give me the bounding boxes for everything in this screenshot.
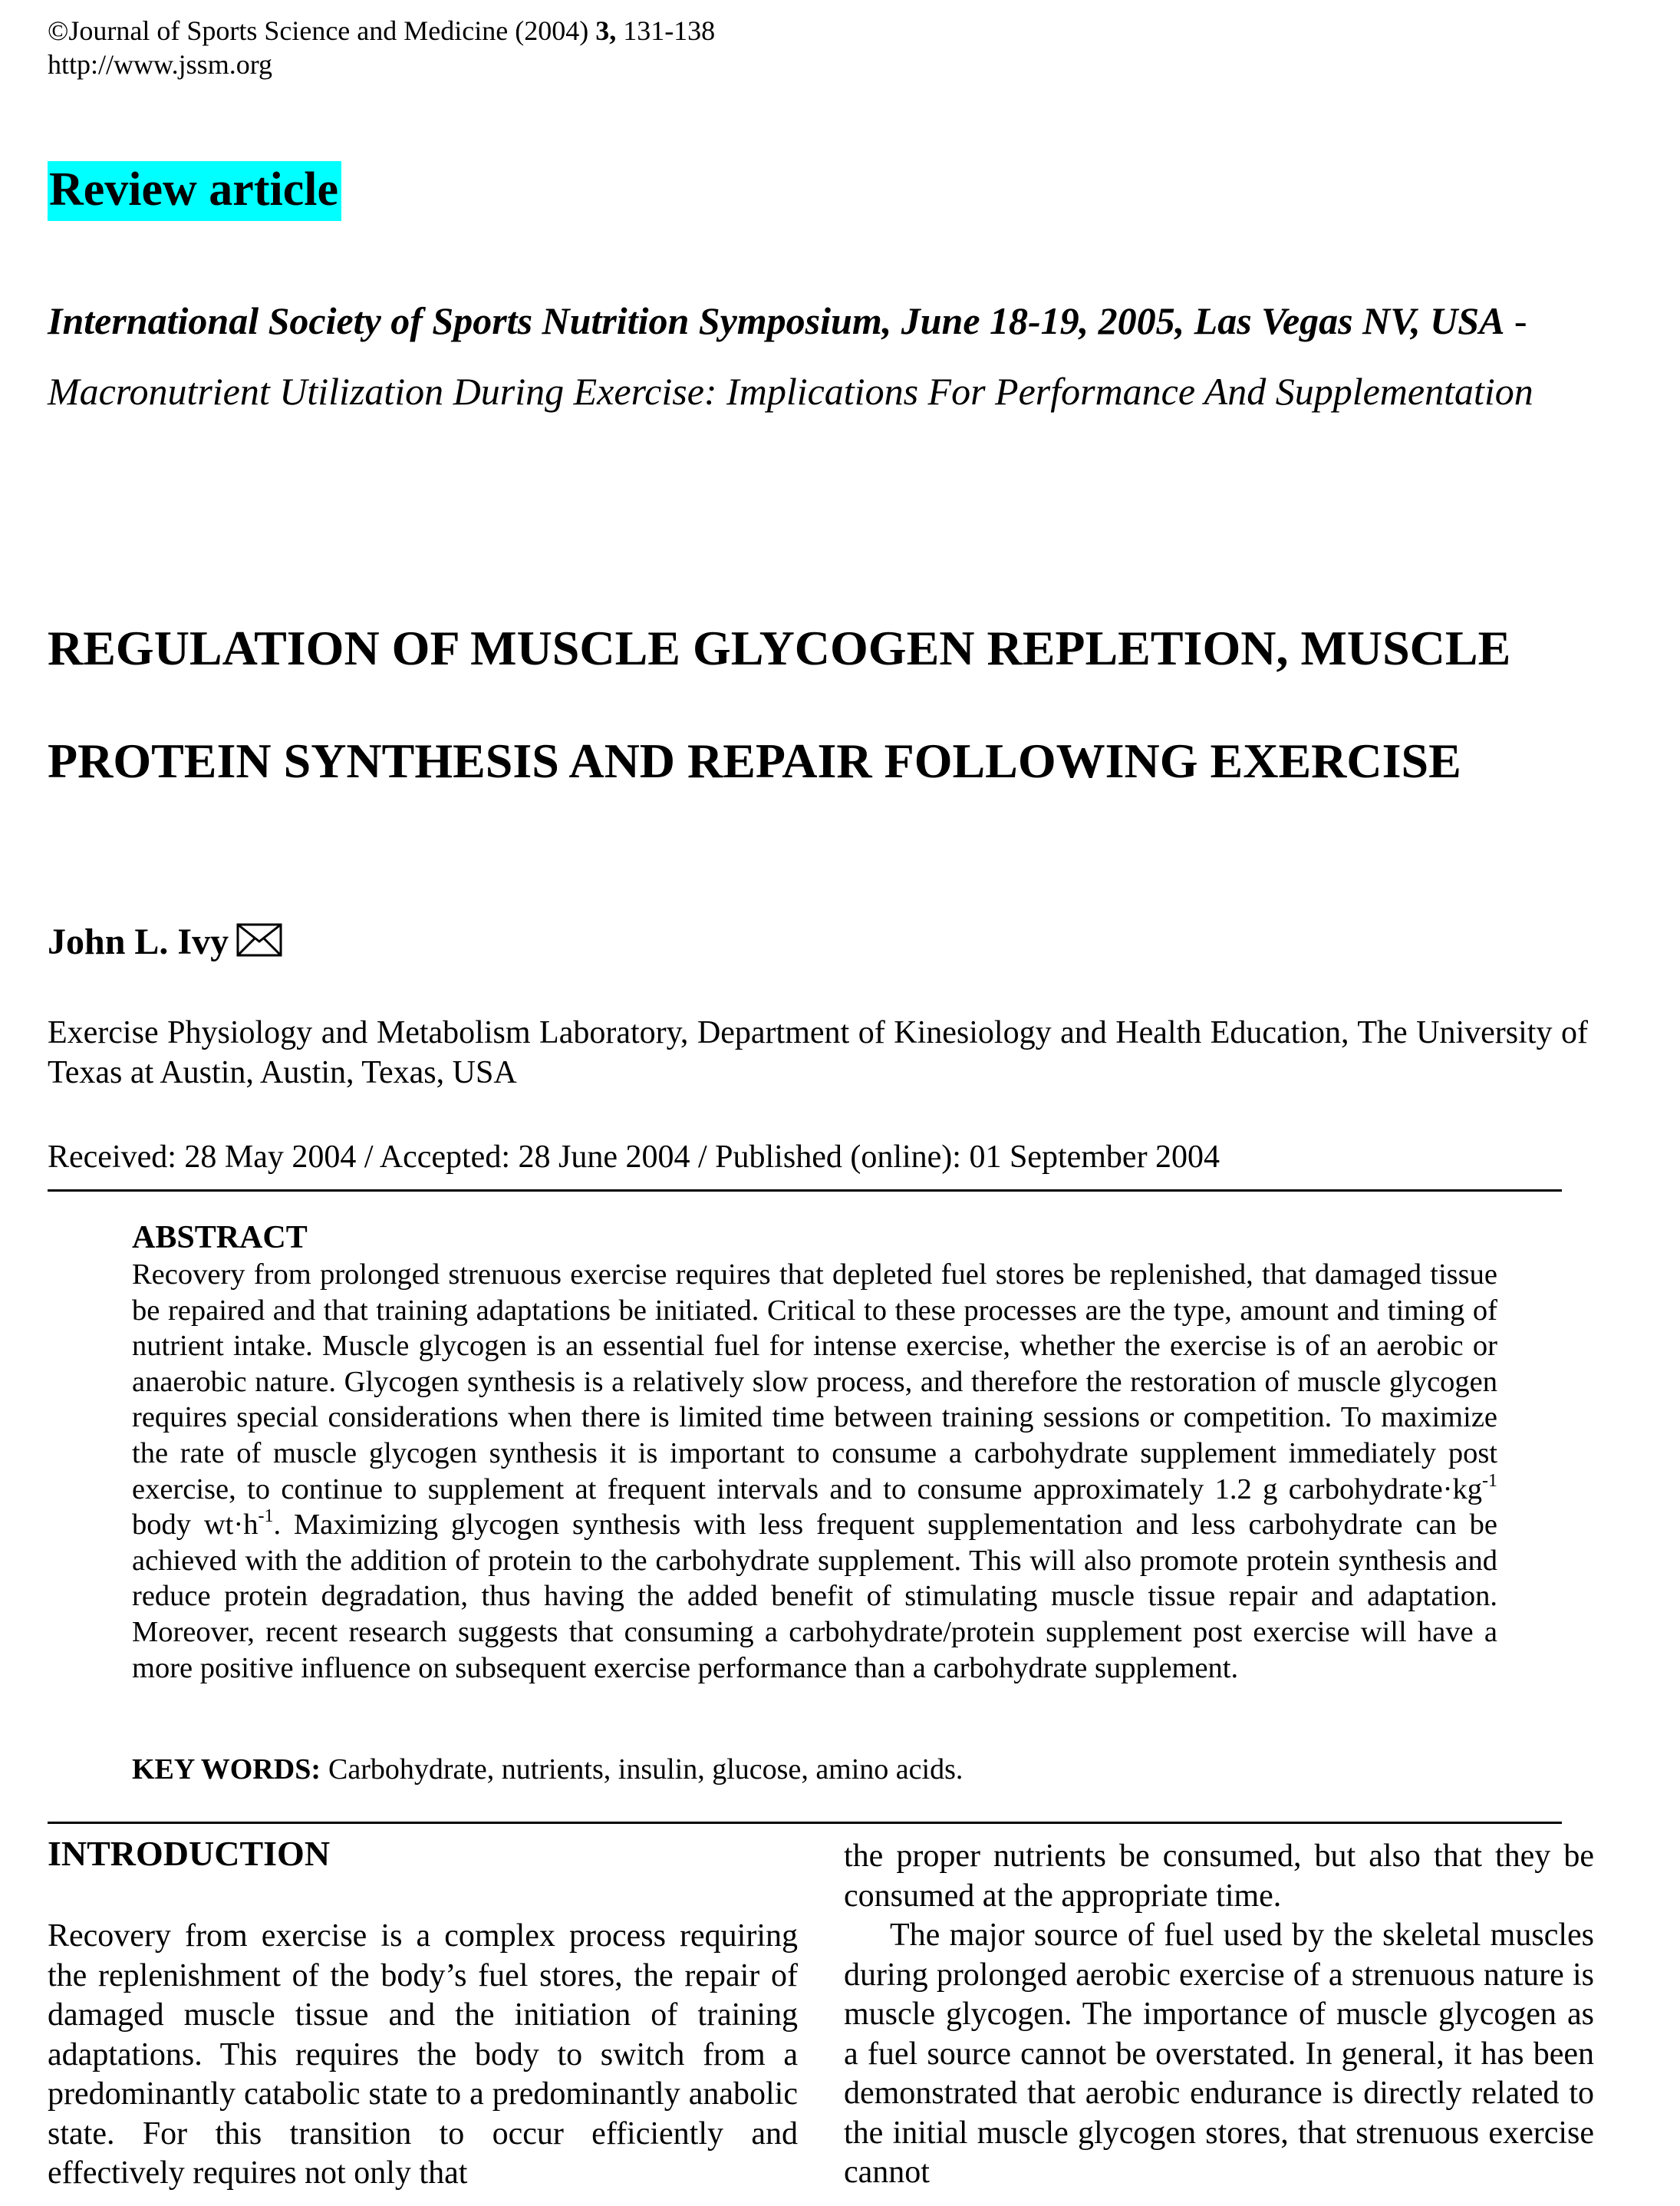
symposium-topic: Macronutrient Utilization During Exercise: Implications For Performance And Supplementation	[48, 370, 1533, 413]
introduction-heading: INTRODUCTION	[48, 1834, 331, 1873]
symposium-dash: -	[1504, 299, 1527, 342]
abstract-text-part-1: Recovery from prolonged strenuous exercise requires that depleted fuel stores be replenished, that damaged tissue be repaired and that training adaptations be initiated. Critical to these processes are the type, amount and timing of nutrient intake. Muscle glycogen is an essential fuel for intense exercise, whether the exercise is of an aerobic or anaerobic nature. Glycogen synthesis is a relatively slow process, and therefore the restoration of muscle glycogen requires special considerations when there is limited time between training sessions or competition. To maximize the rate of muscle glycogen synthesis it is important to consume a carbohydrate supplement immediately post exercise, to continue to supplement at frequent intervals and to consume approximately 1.2 g carbohydrate·kg	[132, 1258, 1497, 1505]
divider-top	[48, 1189, 1562, 1192]
divider-bottom	[48, 1822, 1562, 1824]
abstract-superscript-1: -1	[1482, 1470, 1497, 1491]
journal-volume: 3,	[595, 15, 617, 46]
envelope-icon[interactable]	[236, 922, 282, 968]
abstract-text-part-2: body wt·h	[132, 1509, 259, 1542]
journal-citation	[48, 14, 715, 48]
author-name: John L. Ivy	[48, 922, 229, 962]
abstract-heading: ABSTRACT	[132, 1220, 308, 1255]
intro-left-paragraph: Recovery from exercise is a complex process requiring the replenishment of the body’s fuel stores, the repair of damaged muscle tissue and the initiation of training adaptations. This requires the body to switch from a predominantly catabolic state to a predominantly anabolic state. For this transition to occur efficiently and effectively requires not only that	[48, 1918, 798, 2191]
affiliation: Exercise Physiology and Metabolism Laboratory, Department of Kinesiology and Health Education, The University of Texas at Austin, Austin, Texas, USA	[48, 1015, 1588, 1090]
author-block	[48, 919, 282, 968]
journal-url[interactable]: http://www.jssm.org	[48, 49, 273, 80]
article-type-label: Review article	[48, 161, 341, 221]
abstract-superscript-2: -1	[258, 1506, 274, 1527]
intro-right-column	[844, 1837, 1594, 2193]
keywords-label: KEY WORDS:	[132, 1753, 321, 1786]
journal-pages: 131-138	[616, 15, 716, 46]
symposium-name: International Society of Sports Nutrition Symposium, June 18-19, 2005, Las Vegas NV, USA	[48, 299, 1505, 342]
publication-dates: Received: 28 May 2004 / Accepted: 28 June 2004 / Published (online): 01 September 2004	[48, 1139, 1220, 1175]
article-title-line-2: PROTEIN SYNTHESIS AND REPAIR FOLLOWING EXERCISE	[48, 734, 1461, 788]
keywords-text: Carbohydrate, nutrients, insulin, glucose, amino acids.	[328, 1753, 964, 1786]
journal-name: ©Journal of Sports Science and Medicine (2004)	[48, 15, 596, 46]
intro-left-column	[48, 1917, 798, 2194]
keywords	[132, 1751, 963, 1788]
abstract-text	[132, 1257, 1497, 1686]
symposium-info	[48, 285, 1628, 427]
article-title-line-1: REGULATION OF MUSCLE GLYCOGEN REPLETION, MUSCLE	[48, 621, 1511, 675]
abstract-text-part-3: . Maximizing glycogen synthesis with less frequent supplementation and less carbohydrate can be achieved with the addition of protein to the carbohydrate supplement. This will also promote protein synthesis and reduce protein degradation, thus having the added benefit of stimulating muscle tissue repair and adaptation. Moreover, recent research suggests that consuming a carbohydrate/protein supplement post exercise will have a more positive influence on subsequent exercise performance than a carbohydrate supplement.	[132, 1509, 1498, 1684]
intro-right-paragraph-2: The major source of fuel used by the skeletal muscles during prolonged aerobic exercise of a strenuous nature is muscle glycogen. The importance of muscle glycogen as a fuel source cannot be overstated. In general, it has been demonstrated that aerobic endurance is directly related to the initial muscle glycogen stores, that strenuous exercise cannot	[844, 1917, 1594, 2190]
intro-right-paragraph-1: the proper nutrients be consumed, but also that they be consumed at the appropriate time.	[844, 1838, 1594, 1914]
